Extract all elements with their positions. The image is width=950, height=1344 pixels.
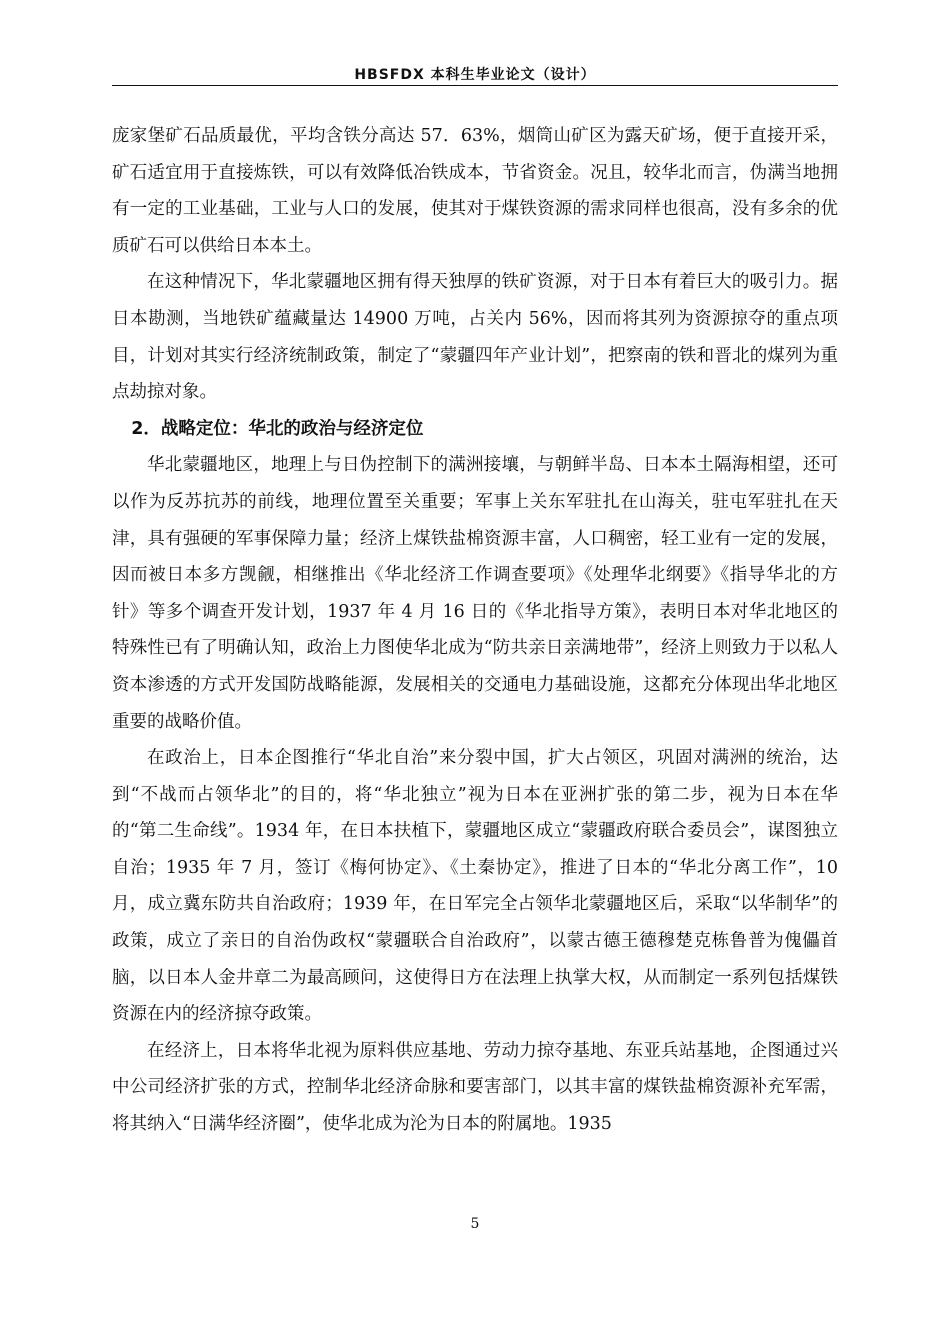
paragraph-1: 庞家堡矿石品质最优，平均含铁分高达 57．63%，烟筒山矿区为露天矿场，便于直接开采，矿石适宜用于直接炼铁，可以有效降低冶铁成本，节省资金。况且，较华北而言，伪满当地拥有一定的工业基础，工业与人口的发展，使其对于煤铁资源的需求同样也很高，没有多余的优质矿石可以供给日本本土。 xyxy=(112,126,838,256)
paragraph-5: 在经济上，日本将华北视为原料供应基地、劳动力掠夺基地、东亚兵站基地，企图通过兴中公司经济扩张的方式，控制华北经济命脉和要害部门，以其丰富的煤铁盐棉资源补充军需，将其纳入“日满华经济圈”，使华北成为沦为日本的附属地。1935 xyxy=(112,1040,838,1135)
paragraph-4: 在政治上，日本企图推行“华北自治”来分裂中国，扩大占领区，巩固对满洲的统治，达到“不战而占领华北”的目的，将“华北独立”视为日本在亚洲扩张的第二步，视为日本在华的“第二生命线”。1934 年，在日本扶植下，蒙疆地区成立“蒙疆政府联合委员会”，谋图独立自治；1935 年 7 月，签订《梅何协定》、《土秦协定》，推进了日本的“华北分离工作”，10 月，成立冀东防共自治政府；1939 年，在日军完全占领华北蒙疆地区后，采取“以华制华”的政策，成立了亲日的自治伪政权“蒙疆联合自治政府”，以蒙古德王德穆楚克栋鲁普为傀儡首脑，以日本人金井章二为最高顾问，这使得日方在法理上执掌大权，从而制定一系列包括煤铁资源在内的经济掠夺政策。 xyxy=(112,748,838,1025)
header-rule xyxy=(112,85,838,86)
body-text xyxy=(112,118,838,1143)
paragraph-2: 在这种情况下，华北蒙疆地区拥有得天独厚的铁矿资源，对于日本有着巨大的吸引力。据日本勘测，当地铁矿蕴藏量达 14900 万吨，占关内 56%，因而将其列为资源掠夺的重点项目，计划对其实行经济统制政策，制定了“蒙疆四年产业计划”，把察南的铁和晋北的煤列为重点劫掠对象。 xyxy=(112,272,838,403)
running-header: HBSFDX 本科生毕业论文（设计） xyxy=(354,67,596,83)
paragraph-3: 华北蒙疆地区，地理上与日伪控制下的满洲接壤，与朝鲜半岛、日本本土隔海相望，还可以作为反苏抗苏的前线，地理位置至关重要；军事上关东军驻扎在山海关，驻屯军驻扎在天津，具有强硬的军事保障力量；经济上煤铁盐棉资源丰富，人口稠密，轻工业有一定的发展，因而被日本多方觊觎，相继推出《华北经济工作调查要项》《处理华北纲要》《指导华北的方针》等多个调查开发计划，1937 年 4 月 16 日的《华北指导方策》，表明日本对华北地区的特殊性已有了明确认知，政治上力图使华北成为“防共亲日亲满地带”，经济上则致力于以私人资本渗透的方式开发国防战略能源，发展相关的交通电力基础设施，这都充分体现出华北地区重要的战略价值。 xyxy=(112,455,838,732)
page-number: 5 xyxy=(470,1216,480,1232)
section-heading: 2．战略定位：华北的政治与经济定位 xyxy=(131,418,424,439)
